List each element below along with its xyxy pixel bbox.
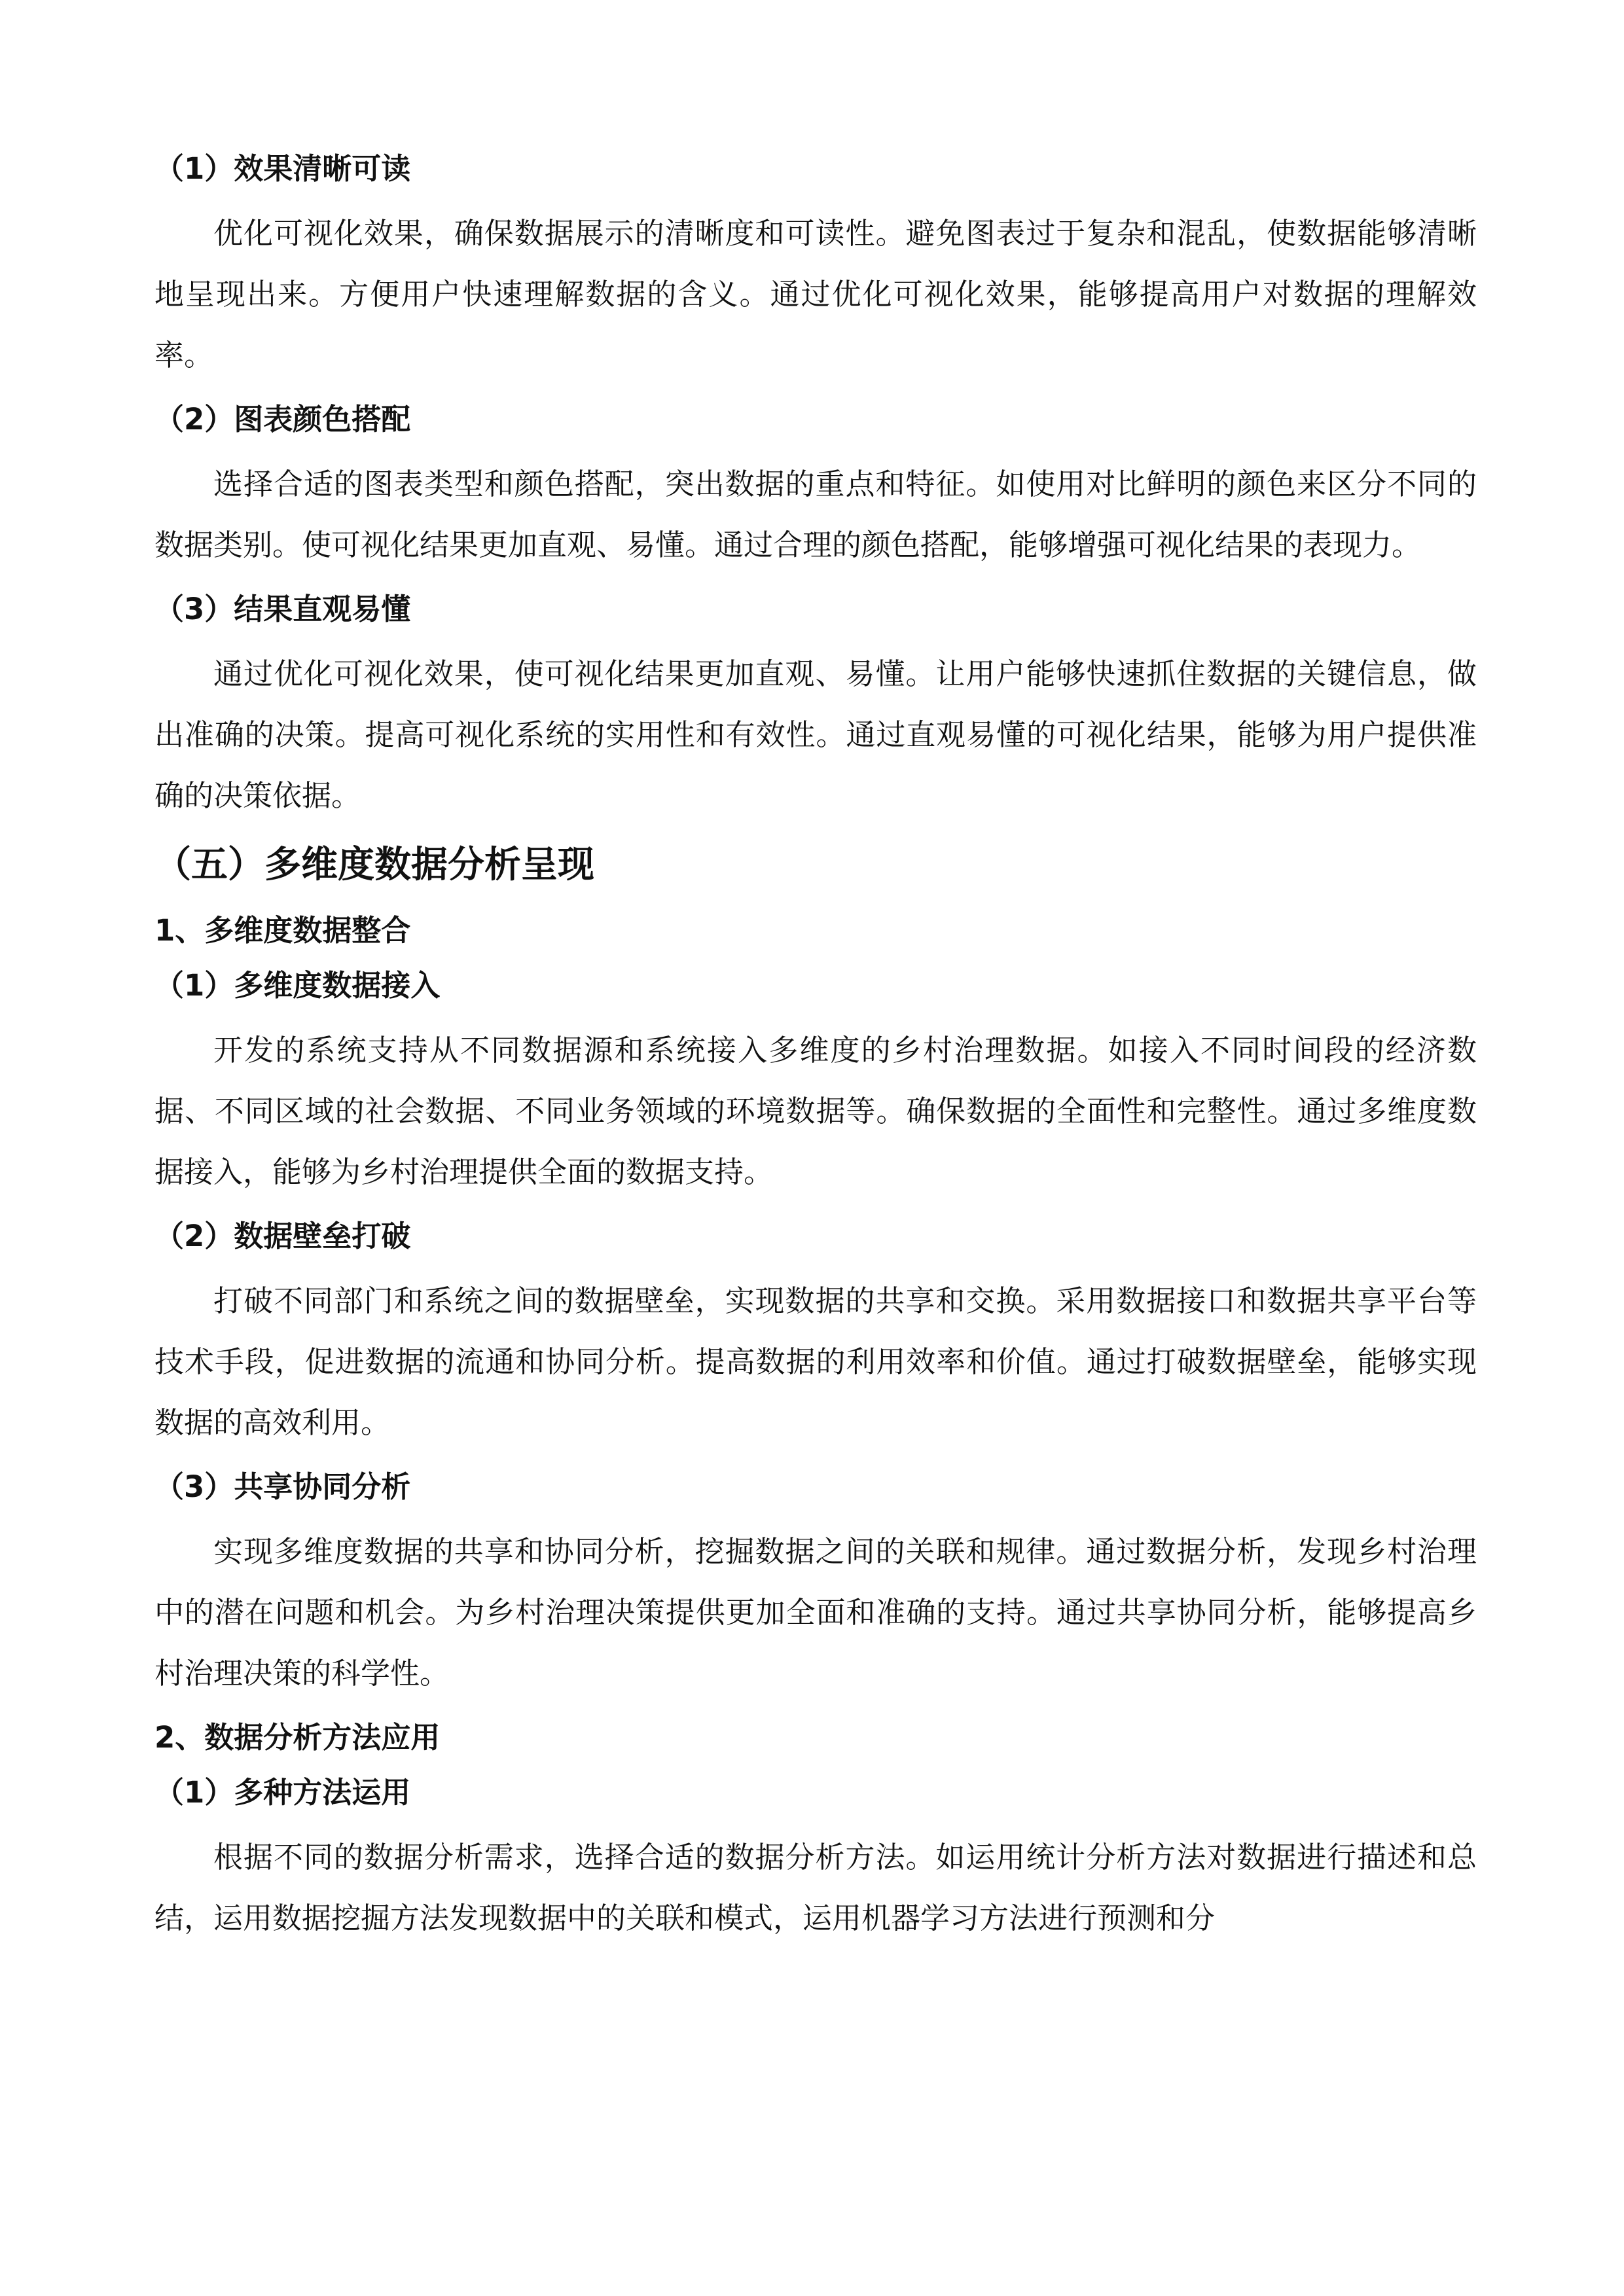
subheading-shared-analysis: （3）共享协同分析 (154, 1469, 411, 1504)
section-heading-multidimensional: （五）多维度数据分析呈现 (154, 844, 594, 886)
subheading-color-matching: （2）图表颜色搭配 (154, 402, 411, 437)
subheading-clarity: （1）效果清晰可读 (154, 151, 411, 186)
paragraph-intuitive-results: 通过优化可视化效果，使可视化结果更加直观、易懂。让用户能够快速抓住数据的关键信息，做出准确的决策。提高可视化系统的实用性和有效性。通过直观易懂的可视化结果，能够为用户提供准确的决策依据。 (154, 656, 1477, 813)
subheading-intuitive-results: （3）结果直观易懂 (154, 592, 411, 626)
document-page (154, 148, 1477, 1962)
item-heading-data-integration: 1、多维度数据整合 (154, 913, 411, 948)
paragraph-data-access: 开发的系统支持从不同数据源和系统接入多维度的乡村治理数据。如接入不同时间段的经济数据、不同区域的社会数据、不同业务领域的环境数据等。确保数据的全面性和完整性。通过多维度数据接入，能够为乡村治理提供全面的数据支持。 (154, 1033, 1477, 1189)
subheading-data-access: （1）多维度数据接入 (154, 968, 441, 1003)
paragraph-clarity: 优化可视化效果，确保数据展示的清晰度和可读性。避免图表过于复杂和混乱，使数据能够清晰地呈现出来。方便用户快速理解数据的含义。通过优化可视化效果，能够提高用户对数据的理解效率。 (154, 216, 1477, 372)
item-heading-analysis-methods: 2、数据分析方法应用 (154, 1720, 441, 1755)
paragraph-shared-analysis: 实现多维度数据的共享和协同分析，挖掘数据之间的关联和规律。通过数据分析，发现乡村治理中的潜在问题和机会。为乡村治理决策提供更加全面和准确的支持。通过共享协同分析，能够提高乡村治理决策的科学性。 (154, 1534, 1477, 1691)
subheading-data-barriers: （2）数据壁垒打破 (154, 1219, 411, 1253)
paragraph-color-matching: 选择合适的图表类型和颜色搭配，突出数据的重点和特征。如使用对比鲜明的颜色来区分不同的数据类别。使可视化结果更加直观、易懂。通过合理的颜色搭配，能够增强可视化结果的表现力。 (154, 467, 1477, 562)
paragraph-data-barriers: 打破不同部门和系统之间的数据壁垒，实现数据的共享和交换。采用数据接口和数据共享平台等技术手段，促进数据的流通和协同分析。提高数据的利用效率和价值。通过打破数据壁垒，能够实现数据的高效利用。 (154, 1283, 1477, 1440)
paragraph-multiple-methods: 根据不同的数据分析需求，选择合适的数据分析方法。如运用统计分析方法对数据进行描述和总结，运用数据挖掘方法发现数据中的关联和模式，运用机器学习方法进行预测和分 (154, 1840, 1477, 1935)
subheading-multiple-methods: （1）多种方法运用 (154, 1775, 411, 1810)
